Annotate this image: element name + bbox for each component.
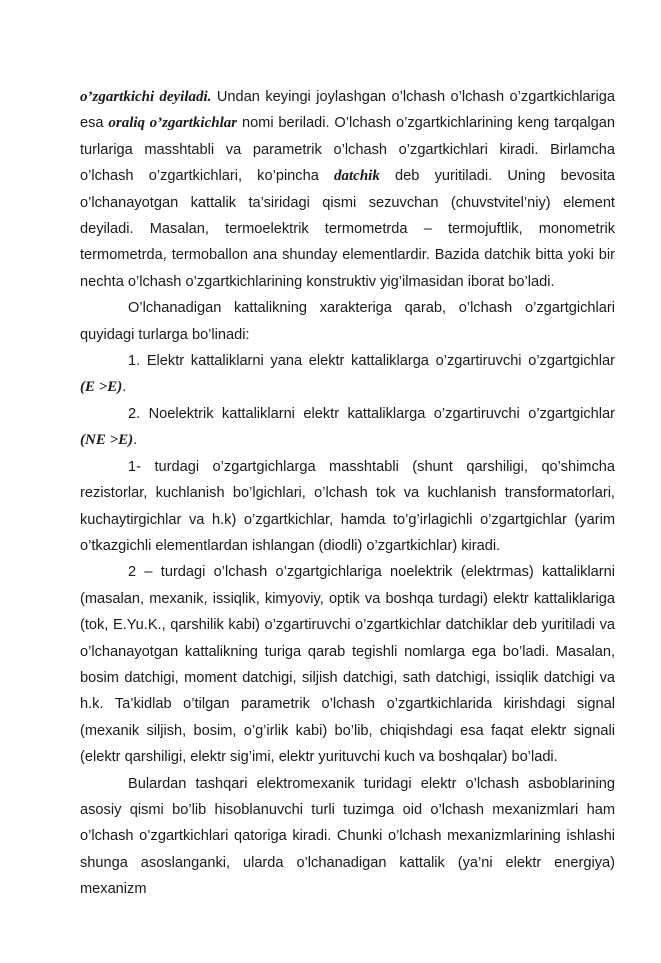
body-text: Bulardan tashqari elektromexanik turidagi elektr o’lchash asboblarining asosiy qismi bo’lib hisoblanuvchi turli tuzimga oid o’lchash mexanizmlari ham o’lchash o’zgartkichlari qatoriga kiradi. Chunki o’lchash mexanizmlarining ishlashi shunga asoslanganki, ularda o’lchanadigan kattalik (ya’ni elektr energiya) mexanizm: [80, 775, 615, 898]
paragraph-7: [80, 771, 615, 903]
body-text: nomi beriladi. O’lchash o’zgartkichlarining keng tarqalgan turlariga masshtabli va parametrik o’lchash o’zgartkichlari kiradi. Birlamcha o’lchash o’zgartkichlari, ko’pincha: [80, 115, 615, 185]
paragraph-4: [80, 401, 615, 454]
formula-text: (NE >E): [80, 432, 134, 449]
formula-text: (E >E): [80, 379, 123, 396]
body-text: O’lchanadigan kattalikning xarakteriga qarab, o’lchash o’zgartgichlari quyidagi turlarga bo’linadi:: [80, 300, 615, 343]
body-text: deb yuritiladi. Uning bevosita o’lchanayotgan kattalik ta’siridagi qismi sezuvchan (chuvstvitel’niy) element deyiladi. Masalan, termoelektrik termometrda – termojuftlik, monometrik termometrda, termoballon ana shunday elementlardir. Bazida datchik bitta yoki bir nechta o’lchash o’zgartkichlarining konstruktiv yig’ilmasidan iborat bo’ladi.: [80, 168, 615, 290]
paragraph-5: [80, 454, 615, 560]
body-text: 1- turdagi o’zgartgichlarga masshtabli (shunt qarshiligi, qo’shimcha rezistorlar, kuchlanish bo’lgichlari, o’lchash tok va kuchlanish transformatorlari, kuchaytirgichlar va h.k) o’zgartkichlar, hamda to’g’irlagichli o’zgartgichlar (yarim o’tkazgichli elementlardan ishlangan (diodli) o’zgartkichlar) kiradi.: [80, 458, 615, 554]
paragraph-6: [80, 559, 615, 770]
term-text: datchik: [334, 168, 380, 185]
document-page: [80, 84, 615, 903]
body-text: Undan keyingi joylashgan o’lchash o’lchash o’zgartkichlariga esa: [80, 89, 615, 132]
body-text: .: [122, 379, 127, 396]
body-text: 1. Elektr kattaliklarni yana elektr kattaliklarga o’zgartiruvchi o’zgartgichlar: [128, 353, 615, 370]
body-text: 2. Noelektrik kattaliklarni elektr kattaliklarga o’zgartiruvchi o’zgartgichlar: [128, 405, 615, 422]
term-text: o’zgartkichi deyiladi.: [80, 89, 212, 105]
paragraph-2: [80, 295, 615, 348]
paragraph-1: [80, 84, 615, 295]
body-text: .: [133, 432, 138, 449]
term-text: oraliq o’zgartkichlar: [108, 115, 238, 132]
paragraph-3: [80, 348, 615, 401]
body-text: 2 – turdagi o’lchash o’zgartgichlariga noelektrik (elektrmas) kattaliklarni (masalan, mexanik, issiqlik, kimyoviy, optik va boshqa turdagi) elektr kattaliklariga (tok, E.Yu.K., qarshilik kabi) o’zgartiruvchi o’zgartkichlar datchiklar deb yuritiladi va o’lchanayotgan kattalikning turiga qarab tegishli nomlarga ega bo’ladi. Masalan, bosim datchigi, moment datchigi, siljish datchigi, sath datchigi, issiqlik datchigi va h.k. Ta’kidlab o’tilgan parametrik o’lchash o’zgartkichlarida kirishdagi signal (mexanik siljish, bosim, o’g’irlik kabi) bo’lib, chiqishdagi esa faqat elektr signali (elektr qarshiligi, elektr sig’imi, elektr yurituvchi kuch va boshqalar) bo’ladi.: [80, 564, 615, 766]
